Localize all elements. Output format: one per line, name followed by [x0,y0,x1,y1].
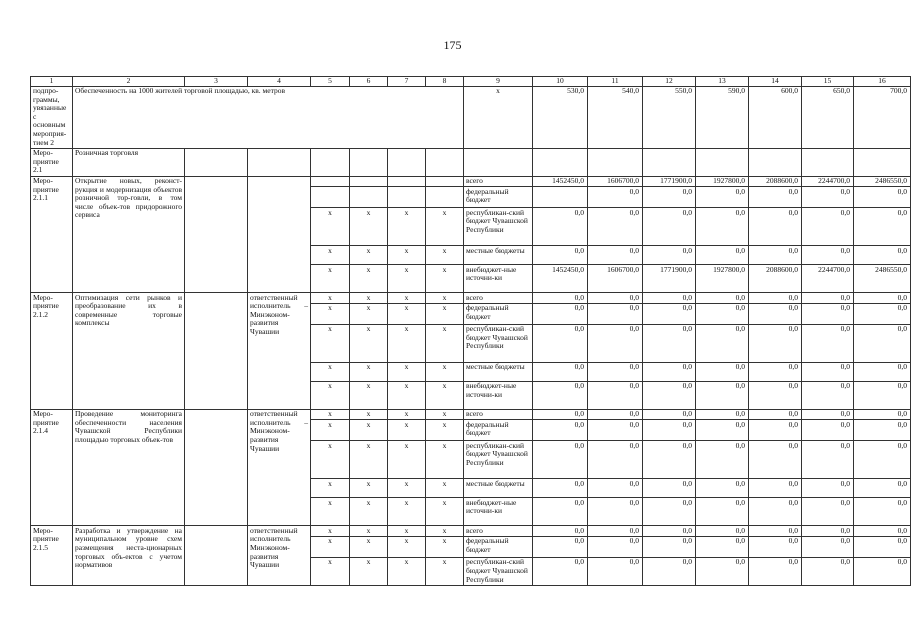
x-mark: x [350,557,388,585]
amount-value: 0,0 [749,324,802,362]
empty-cell [464,148,533,176]
amount-value: 0,0 [802,187,854,208]
x-mark: x [350,536,388,557]
x-mark: x [311,381,350,409]
x-mark: x [350,420,388,441]
source-label: федеральный бюджет [464,303,533,324]
amount-value: 1606700,0 [588,265,643,293]
executor-text: ответственный исполнитель Минэконом-развития Чувашии [248,526,311,585]
x-mark: x [350,265,388,293]
amount-value: 0,0 [802,420,854,441]
amount-value: 0,0 [854,409,911,420]
x-mark: x [311,265,350,293]
x-mark: x [388,265,426,293]
empty-cell [426,187,464,208]
executor-text: ответственный исполнитель – Минэконом-развития Чувашии [248,293,311,410]
amount-value: 0,0 [696,420,749,441]
executor-text: ответственный исполнитель – Минэконом-развития Чувашии [248,409,311,526]
amount-value: 0,0 [588,362,643,381]
amount-value: 0,0 [533,409,588,420]
amount-value: 0,0 [854,536,911,557]
x-mark: x [426,246,464,265]
x-mark: x [311,526,350,537]
column-number: 11 [588,77,643,87]
column-number: 12 [643,77,696,87]
amount-value: 0,0 [696,246,749,265]
amount-value: 0,0 [802,441,854,479]
amount-value: 0,0 [802,246,854,265]
x-mark: x [350,324,388,362]
empty-cell [854,148,911,176]
x-mark: x [388,420,426,441]
column-number: 15 [802,77,854,87]
x-mark: x [311,208,350,246]
x-mark: x [426,409,464,420]
empty-cell [185,293,248,410]
empty-cell [311,187,350,208]
indicator-value: 550,0 [643,86,696,148]
indicator-x: x [464,86,533,148]
amount-value: 0,0 [696,208,749,246]
amount-value: 0,0 [533,441,588,479]
x-mark: x [388,293,426,304]
amount-value: 0,0 [696,479,749,498]
empty-cell [185,148,248,176]
amount-value: 0,0 [854,362,911,381]
page-number: 175 [443,38,462,52]
x-mark: x [350,303,388,324]
amount-value: 0,0 [854,208,911,246]
x-mark: x [388,324,426,362]
column-number: 3 [185,77,248,87]
amount-value: 0,0 [802,526,854,537]
amount-value: 0,0 [749,420,802,441]
amount-value: 1927800,0 [696,176,749,187]
amount-value: 0,0 [802,293,854,304]
source-label: республикан-ский бюджет Чувашской Республики [464,557,533,585]
table-row [31,409,911,420]
x-mark: x [426,324,464,362]
empty-cell [311,148,350,176]
amount-value: 0,0 [533,246,588,265]
amount-value: 0,0 [696,526,749,537]
source-label: местные бюджеты [464,246,533,265]
source-label: всего [464,409,533,420]
amount-value: 0,0 [854,381,911,409]
amount-value: 2088600,0 [749,176,802,187]
x-mark: x [426,208,464,246]
amount-value: 1771900,0 [643,176,696,187]
measure-text: Разработка и утверждение на муниципальном уровне схем размещения неста-ционарных торговых объ-ектов с учетом нормативов [73,526,185,585]
amount-value: 0,0 [643,409,696,420]
amount-value: 0,0 [802,362,854,381]
column-number: 5 [311,77,350,87]
x-mark: x [426,265,464,293]
x-mark: x [426,526,464,537]
source-label: внебюджет-ные источни-ки [464,381,533,409]
amount-value: 0,0 [533,381,588,409]
empty-cell [311,176,350,187]
amount-value: 0,0 [749,381,802,409]
amount-value: 0,0 [696,536,749,557]
amount-value: 0,0 [749,409,802,420]
amount-value: 0,0 [696,303,749,324]
amount-value: 0,0 [696,324,749,362]
amount-value: 0,0 [533,536,588,557]
amount-value: 0,0 [533,526,588,537]
source-label: федеральный бюджет [464,420,533,441]
x-mark: x [311,441,350,479]
amount-value: 0,0 [696,362,749,381]
amount-value: 0,0 [588,479,643,498]
x-mark: x [388,409,426,420]
amount-value: 0,0 [643,479,696,498]
amount-value: 0,0 [588,293,643,304]
amount-value: 0,0 [533,293,588,304]
source-label: республикан-ский бюджет Чувашской Республики [464,441,533,479]
measure-label: Меро-приятие 2.1.4 [31,409,73,526]
amount-value: 0,0 [643,557,696,585]
empty-cell [588,148,643,176]
amount-value: 1606700,0 [588,176,643,187]
x-mark: x [388,557,426,585]
amount-value: 0,0 [588,498,643,526]
amount-value: 0,0 [854,420,911,441]
amount-value: 0,0 [643,498,696,526]
indicator-value: 650,0 [802,86,854,148]
source-label: местные бюджеты [464,479,533,498]
x-mark: x [350,381,388,409]
empty-cell [388,176,426,187]
amount-value: 0,0 [696,557,749,585]
column-number: 10 [533,77,588,87]
indicator-value: 540,0 [588,86,643,148]
amount-value: 0,0 [802,303,854,324]
x-mark: x [311,324,350,362]
amount-value: 0,0 [643,362,696,381]
x-mark: x [311,557,350,585]
x-mark: x [350,498,388,526]
empty-cell [643,148,696,176]
amount-value: 0,0 [533,420,588,441]
x-mark: x [350,246,388,265]
x-mark: x [388,498,426,526]
measure-text: Розничная торговля [73,148,185,176]
amount-value: 0,0 [643,187,696,208]
indicator-value: 530,0 [533,86,588,148]
source-label: местные бюджеты [464,362,533,381]
amount-value: 0,0 [854,293,911,304]
indicator-value: 700,0 [854,86,911,148]
column-number: 7 [388,77,426,87]
measure-text: Открытие новых, реконст-рукция и модернизация объектов розничной тор-говли, в том числе объек-тов придорожного сервиса [73,176,185,293]
amount-value: 0,0 [588,536,643,557]
amount-value: 0,0 [643,536,696,557]
x-mark: x [350,208,388,246]
column-number: 13 [696,77,749,87]
indicator-label: подпро-граммы, увязанные с основным мероприя-тием 2 [31,86,73,148]
source-label: внебюджет-ные источни-ки [464,498,533,526]
amount-value: 0,0 [643,293,696,304]
amount-value: 2088600,0 [749,265,802,293]
column-number: 1 [31,77,73,87]
budget-table [30,76,911,586]
x-mark: x [426,381,464,409]
empty-cell [350,187,388,208]
amount-value: 0,0 [588,420,643,441]
column-number: 6 [350,77,388,87]
amount-value: 0,0 [854,187,911,208]
x-mark: x [311,293,350,304]
empty-cell [533,148,588,176]
x-mark: x [426,536,464,557]
empty-cell [248,148,311,176]
measure-label: Меро-приятие 2.1.1 [31,176,73,293]
amount-value: 1452450,0 [533,265,588,293]
x-mark: x [311,498,350,526]
amount-value: 0,0 [533,362,588,381]
amount-value: 0,0 [802,498,854,526]
amount-value: 0,0 [854,324,911,362]
x-mark: x [388,381,426,409]
x-mark: x [426,303,464,324]
amount-value: 0,0 [749,293,802,304]
column-number: 14 [749,77,802,87]
amount-value: 0,0 [588,246,643,265]
column-number: 4 [248,77,311,87]
amount-value: 0,0 [588,303,643,324]
source-label: внебюджет-ные источни-ки [464,265,533,293]
amount-value: 0,0 [588,526,643,537]
amount-value: 0,0 [588,187,643,208]
source-label: республикан-ский бюджет Чувашской Республики [464,324,533,362]
indicator-text: Обеспеченность на 1000 жителей торговой площадью, кв. метров [73,86,464,148]
column-number: 2 [73,77,185,87]
x-mark: x [311,303,350,324]
amount-value: 0,0 [643,420,696,441]
x-mark: x [350,441,388,479]
empty-cell [185,526,248,585]
x-mark: x [311,479,350,498]
empty-cell [185,409,248,526]
measure-label: Меро-приятие 2.1.2 [31,293,73,410]
x-mark: x [350,526,388,537]
empty-cell [696,148,749,176]
amount-value: 1452450,0 [533,176,588,187]
amount-value: 0,0 [749,362,802,381]
empty-cell [426,148,464,176]
amount-value: 0,0 [533,324,588,362]
amount-value: 0,0 [533,498,588,526]
indicator-value: 600,0 [749,86,802,148]
source-label: всего [464,526,533,537]
measure-label: Меро-приятие 2.1 [31,148,73,176]
amount-value: 0,0 [643,526,696,537]
amount-value: 0,0 [643,381,696,409]
amount-value: 0,0 [749,187,802,208]
x-mark: x [311,409,350,420]
amount-value: 0,0 [854,526,911,537]
empty-cell [802,148,854,176]
amount-value: 0,0 [533,303,588,324]
amount-value: 0,0 [533,208,588,246]
amount-value: 0,0 [749,246,802,265]
x-mark: x [426,362,464,381]
empty-cell [350,148,388,176]
amount-value: 0,0 [749,479,802,498]
x-mark: x [388,536,426,557]
x-mark: x [426,293,464,304]
x-mark: x [350,362,388,381]
x-mark: x [388,208,426,246]
amount-value: 0,0 [643,208,696,246]
x-mark: x [426,557,464,585]
table-row [31,148,911,176]
amount-value: 0,0 [802,557,854,585]
x-mark: x [426,420,464,441]
x-mark: x [350,409,388,420]
amount-value: 0,0 [854,479,911,498]
x-mark: x [311,536,350,557]
amount-value: 0,0 [588,409,643,420]
x-mark: x [388,303,426,324]
empty-cell [533,187,588,208]
amount-value: 0,0 [749,303,802,324]
x-mark: x [311,246,350,265]
amount-value: 0,0 [854,246,911,265]
amount-value: 2244700,0 [802,176,854,187]
amount-value: 0,0 [588,557,643,585]
amount-value: 2244700,0 [802,265,854,293]
x-mark: x [388,246,426,265]
x-mark: x [350,293,388,304]
amount-value: 2486550,0 [854,176,911,187]
amount-value: 0,0 [749,498,802,526]
source-label: федеральный бюджет [464,536,533,557]
amount-value: 0,0 [696,498,749,526]
x-mark: x [388,441,426,479]
amount-value: 0,0 [588,441,643,479]
measure-label: Меро-приятие 2.1.5 [31,526,73,585]
amount-value: 0,0 [588,381,643,409]
column-number: 9 [464,77,533,87]
amount-value: 0,0 [588,324,643,362]
empty-cell [388,187,426,208]
table-row [31,176,911,187]
column-number: 8 [426,77,464,87]
amount-value: 0,0 [802,381,854,409]
measure-text: Проведение мониторинга обеспеченности населения Чувашской Республики площадью торговых объек-тов [73,409,185,526]
amount-value: 1927800,0 [696,265,749,293]
table-row [31,526,911,537]
amount-value: 0,0 [802,479,854,498]
amount-value: 0,0 [802,324,854,362]
x-mark: x [350,479,388,498]
amount-value: 0,0 [533,479,588,498]
amount-value: 0,0 [749,536,802,557]
x-mark: x [388,362,426,381]
amount-value: 0,0 [854,498,911,526]
amount-value: 0,0 [802,208,854,246]
table-row [31,86,911,148]
amount-value: 2486550,0 [854,265,911,293]
empty-cell [248,176,311,293]
x-mark: x [388,526,426,537]
x-mark: x [311,420,350,441]
empty-cell [185,176,248,293]
x-mark: x [426,498,464,526]
empty-cell [350,176,388,187]
x-mark: x [426,479,464,498]
amount-value: 0,0 [802,409,854,420]
amount-value: 0,0 [749,441,802,479]
amount-value: 1771900,0 [643,265,696,293]
amount-value: 0,0 [854,303,911,324]
indicator-value: 590,0 [696,86,749,148]
amount-value: 0,0 [588,208,643,246]
amount-value: 0,0 [533,557,588,585]
amount-value: 0,0 [643,324,696,362]
column-number: 16 [854,77,911,87]
amount-value: 0,0 [696,409,749,420]
source-label: республикан-ский бюджет Чувашской Республики [464,208,533,246]
amount-value: 0,0 [749,208,802,246]
amount-value: 0,0 [749,557,802,585]
table-row [31,293,911,304]
amount-value: 0,0 [696,381,749,409]
empty-cell [388,148,426,176]
amount-value: 0,0 [854,557,911,585]
amount-value: 0,0 [696,441,749,479]
source-label: федеральный бюджет [464,187,533,208]
amount-value: 0,0 [854,441,911,479]
amount-value: 0,0 [643,441,696,479]
measure-text: Оптимизация сети рынков и преобразование их в современные торговые комплексы [73,293,185,410]
empty-cell [426,176,464,187]
amount-value: 0,0 [696,187,749,208]
x-mark: x [388,479,426,498]
amount-value: 0,0 [749,526,802,537]
x-mark: x [311,362,350,381]
empty-cell [749,148,802,176]
table-row [31,77,911,87]
source-label: всего [464,176,533,187]
amount-value: 0,0 [802,536,854,557]
amount-value: 0,0 [643,246,696,265]
amount-value: 0,0 [696,293,749,304]
amount-value: 0,0 [643,303,696,324]
x-mark: x [426,441,464,479]
source-label: всего [464,293,533,304]
